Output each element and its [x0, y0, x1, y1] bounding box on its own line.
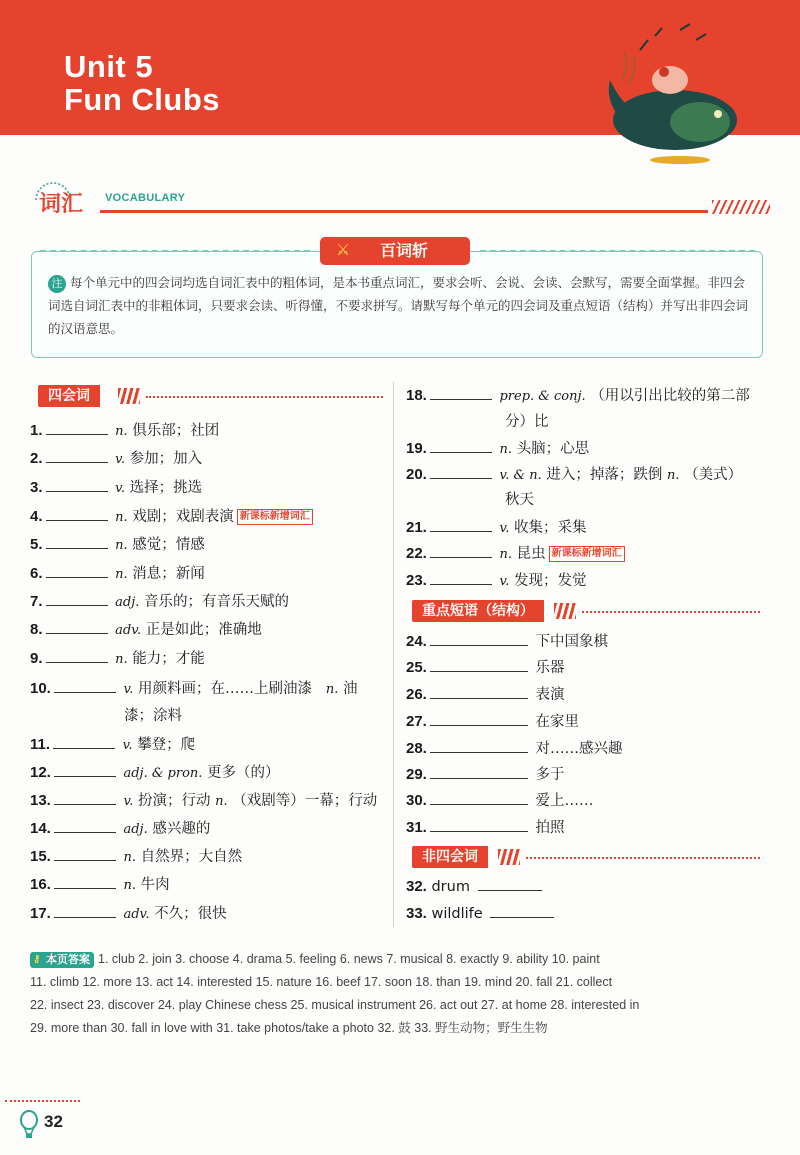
answer-blank[interactable] — [46, 648, 108, 663]
phrase-item: 26. 表演 — [406, 686, 565, 703]
answer-blank[interactable] — [46, 619, 108, 634]
note-dash-left — [40, 250, 310, 252]
unit-number: Unit 5 — [64, 49, 154, 84]
note-dash-right — [480, 250, 755, 252]
vocab-item: 1. n. 俱乐部；社团 — [30, 422, 220, 439]
answer-blank[interactable] — [46, 448, 108, 463]
answer-blank[interactable] — [46, 420, 108, 435]
vocab-item-continuation: 分）比 — [505, 414, 549, 430]
vocab-item: 6. n. 消息；新闻 — [30, 565, 205, 582]
answer-blank[interactable] — [53, 734, 115, 749]
vocab-item: 7. adj. 音乐的；有音乐天赋的 — [30, 593, 289, 610]
new-word-tag: 新课标新增词汇 — [237, 509, 313, 525]
answer-blank[interactable] — [430, 631, 528, 646]
vocab-item: 19. n. 头脑；心思 — [406, 440, 590, 457]
answer-blank[interactable] — [430, 738, 528, 753]
answer-line: ⚷ 本页答案 1. club 2. join 3. choose 4. drama 5. feeling 6. news 7. musical 8. exactly 9. ability 10. paint — [30, 948, 770, 971]
vocabulary-title-cn: 词汇 — [39, 192, 84, 217]
note-icon: 注 — [48, 275, 66, 293]
answer-blank[interactable] — [430, 543, 492, 558]
vocab-item: 13. v. 扮演；行动 n. （戏剧等）一幕；行动 — [30, 792, 378, 809]
vocab-item: 8. adv. 正是如此；准确地 — [30, 621, 262, 638]
vocab-item: 22. n. 昆虫 新课标新增词汇 — [406, 543, 625, 565]
answer-key-badge: ⚷ 本页答案 — [30, 952, 94, 968]
answer-key — [30, 948, 770, 1040]
vocabulary-title-en: VOCABULARY — [105, 192, 186, 204]
page-number: 32 — [44, 1112, 63, 1131]
answer-blank[interactable] — [46, 534, 108, 549]
key-icon: ⚷ — [33, 954, 41, 965]
non-four-item: 33. wildlife — [406, 903, 557, 924]
vocabulary-underline — [100, 210, 708, 213]
section-label: 重点短语（结构） — [412, 600, 544, 622]
column-divider — [393, 382, 394, 927]
baicizhan-badge — [320, 237, 470, 265]
page-number-dots — [5, 1100, 80, 1102]
non-four-item: 32. drum — [406, 876, 545, 897]
answer-blank[interactable] — [54, 762, 116, 777]
vocab-item: 17. adv. 不久；很快 — [30, 905, 227, 922]
section-hatch — [554, 603, 576, 619]
vocabulary-section-header — [30, 180, 770, 220]
answer-line: 11. climb 12. more 13. act 14. interested 15. nature 16. beef 17. soon 18. than 19. mind 20. fall 21. collect — [30, 975, 613, 989]
answer-blank[interactable] — [46, 563, 108, 578]
answer-line: 29. more than 30. fall in love with 31. take photos/take a photo 32. 鼓 33. 野生动物；野生生物 — [30, 1021, 548, 1035]
section-four-skill-words — [38, 385, 383, 409]
vocab-item: 15. n. 自然界；大自然 — [30, 848, 243, 865]
vocab-item-continuation: 漆；涂料 — [124, 708, 182, 724]
section-dots — [582, 611, 760, 613]
answer-blank[interactable] — [46, 591, 108, 606]
section-hatch — [498, 849, 520, 865]
answer-blank[interactable] — [46, 506, 108, 521]
unit-title — [64, 50, 220, 116]
answer-blank[interactable] — [430, 385, 492, 400]
answer-blank[interactable] — [54, 903, 116, 918]
section-non-four-skill-words — [412, 846, 760, 870]
answer-blank[interactable] — [430, 711, 528, 726]
whale-illustration — [600, 10, 750, 170]
vocab-item: 21. v. 收集；采集 — [406, 519, 587, 536]
answer-blank[interactable] — [430, 817, 528, 832]
section-label: 非四会词 — [412, 846, 488, 868]
answer-blank[interactable] — [54, 818, 116, 833]
answer-line: 22. insect 23. discover 24. play Chinese chess 25. musical instrument 26. act out 27. at home 28. interested in — [30, 998, 640, 1012]
vocab-item: 11. v. 攀登；爬 — [30, 736, 196, 753]
vocab-item: 14. adj. 感兴趣的 — [30, 820, 211, 837]
vocab-item: 2. v. 参加；加入 — [30, 450, 203, 467]
section-dots — [526, 857, 760, 859]
section-dots — [146, 396, 383, 398]
unit-name: Fun Clubs — [64, 82, 221, 117]
vocabulary-hatch — [712, 200, 770, 214]
section-hatch — [118, 388, 140, 404]
section-key-phrases — [412, 600, 760, 624]
vocab-item: 3. v. 选择；挑选 — [30, 479, 203, 496]
answer-blank[interactable] — [430, 684, 528, 699]
vocab-item-continuation: 秋天 — [505, 492, 534, 508]
vocab-item: 20. v. & n. 进入；掉落；跌倒 n. （美式） — [406, 466, 743, 483]
answer-blank[interactable] — [430, 438, 492, 453]
phrase-item: 29. 多于 — [406, 766, 565, 783]
phrase-item: 31. 拍照 — [406, 819, 565, 836]
baicizhan-label: 百词斩 — [379, 241, 428, 260]
phrase-item: 24. 下中国象棋 — [406, 633, 608, 650]
balloon-icon — [18, 1110, 40, 1140]
answer-blank[interactable] — [430, 517, 492, 532]
vocab-item: 18. prep. & conj. （用以引出比较的第二部 — [406, 387, 750, 404]
vocab-item: 4. n. 戏剧；戏剧表演 新课标新增词汇 — [30, 506, 313, 528]
vocab-item: 23. v. 发现；发觉 — [406, 572, 587, 589]
vocab-item: 12. adj. & pron. 更多（的） — [30, 764, 280, 781]
new-word-tag: 新课标新增词汇 — [549, 546, 625, 562]
crossed-swords-icon: ⚔ — [335, 240, 351, 259]
answer-blank[interactable] — [430, 790, 528, 805]
answer-blank[interactable] — [54, 874, 116, 889]
phrase-item: 30. 爱上…… — [406, 792, 594, 809]
answer-blank[interactable] — [490, 903, 554, 918]
answer-blank[interactable] — [54, 678, 116, 693]
answer-blank[interactable] — [430, 464, 492, 479]
answer-blank[interactable] — [430, 570, 492, 585]
answer-blank[interactable] — [54, 790, 116, 805]
phrase-item: 25. 乐器 — [406, 659, 565, 676]
instruction-note-text — [48, 271, 748, 340]
vocab-item: 16. n. 牛肉 — [30, 876, 170, 893]
section-label: 四会词 — [38, 385, 100, 407]
phrase-item: 27. 在家里 — [406, 713, 579, 730]
answer-blank[interactable] — [54, 846, 116, 861]
answer-blank[interactable] — [478, 876, 542, 891]
vocab-item: 9. n. 能力；才能 — [30, 650, 205, 667]
vocab-item: 10. v. 用颜料画；在……上刷油漆 n. 油 — [30, 680, 358, 697]
answer-blank[interactable] — [430, 657, 528, 672]
answer-blank[interactable] — [46, 477, 108, 492]
phrase-item: 28. 对……感兴趣 — [406, 740, 623, 757]
vocab-item: 5. n. 感觉；情感 — [30, 536, 205, 553]
answer-blank[interactable] — [430, 764, 528, 779]
note-body: 每个单元中的四会词均选自词汇表中的粗体词，是本书重点词汇，要求会听、会说、会读、会默写，需要全面掌握。非四会词选自词汇表中的非粗体词，只要求会读、听得懂，不要求拼写。请默写每个单元的四会词及重点短语（结构）并写出非四会词的汉语意思。 — [48, 275, 749, 336]
